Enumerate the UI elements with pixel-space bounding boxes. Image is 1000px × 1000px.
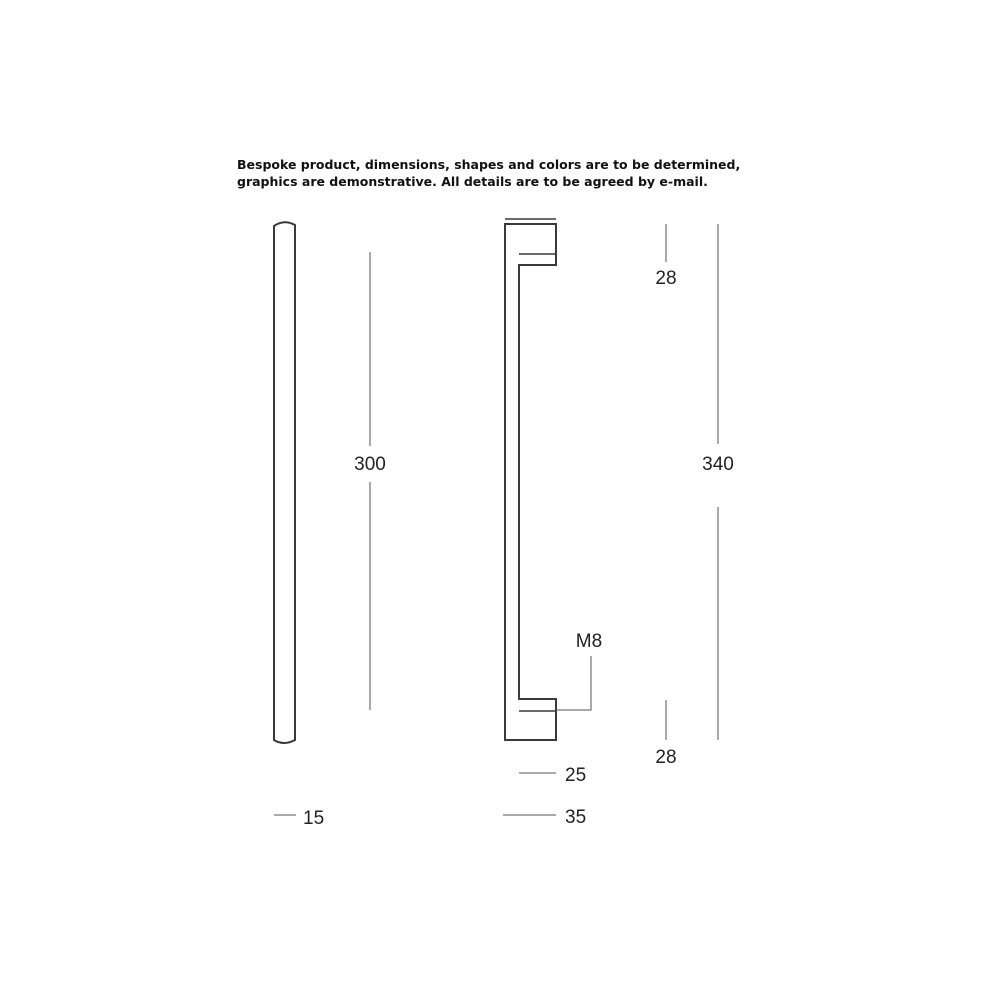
bar-length-label: 300 — [354, 454, 386, 475]
bar-outline — [274, 222, 295, 743]
dimension-total-length — [702, 224, 734, 740]
disclaimer-line-1: Bespoke product, dimensions, shapes and colors are to be determined, — [237, 157, 741, 172]
dimension-bar-diameter — [274, 808, 324, 829]
side-view-handle — [505, 219, 556, 740]
dimension-leg-bottom — [655, 700, 676, 768]
handle-outline — [505, 224, 556, 740]
grip-depth-label: 25 — [565, 765, 587, 786]
dimension-grip-depth — [519, 765, 586, 786]
total-length-label: 340 — [702, 454, 734, 475]
dimension-total-depth — [503, 807, 586, 828]
disclaimer-line-2: graphics are demonstrative. All details are to be agreed by e-mail. — [237, 174, 708, 189]
dimension-leg-top — [655, 224, 676, 289]
leg-bottom-label: 28 — [655, 747, 677, 768]
total-depth-label: 35 — [565, 807, 587, 828]
thread-label: M8 — [575, 631, 603, 652]
bar-diameter-label: 15 — [303, 808, 325, 829]
leg-top-label: 28 — [655, 268, 677, 289]
dimension-bar-length — [354, 252, 386, 710]
thread-leader-line — [556, 656, 591, 710]
thread-callout — [556, 631, 602, 710]
front-view-bar — [274, 222, 295, 743]
